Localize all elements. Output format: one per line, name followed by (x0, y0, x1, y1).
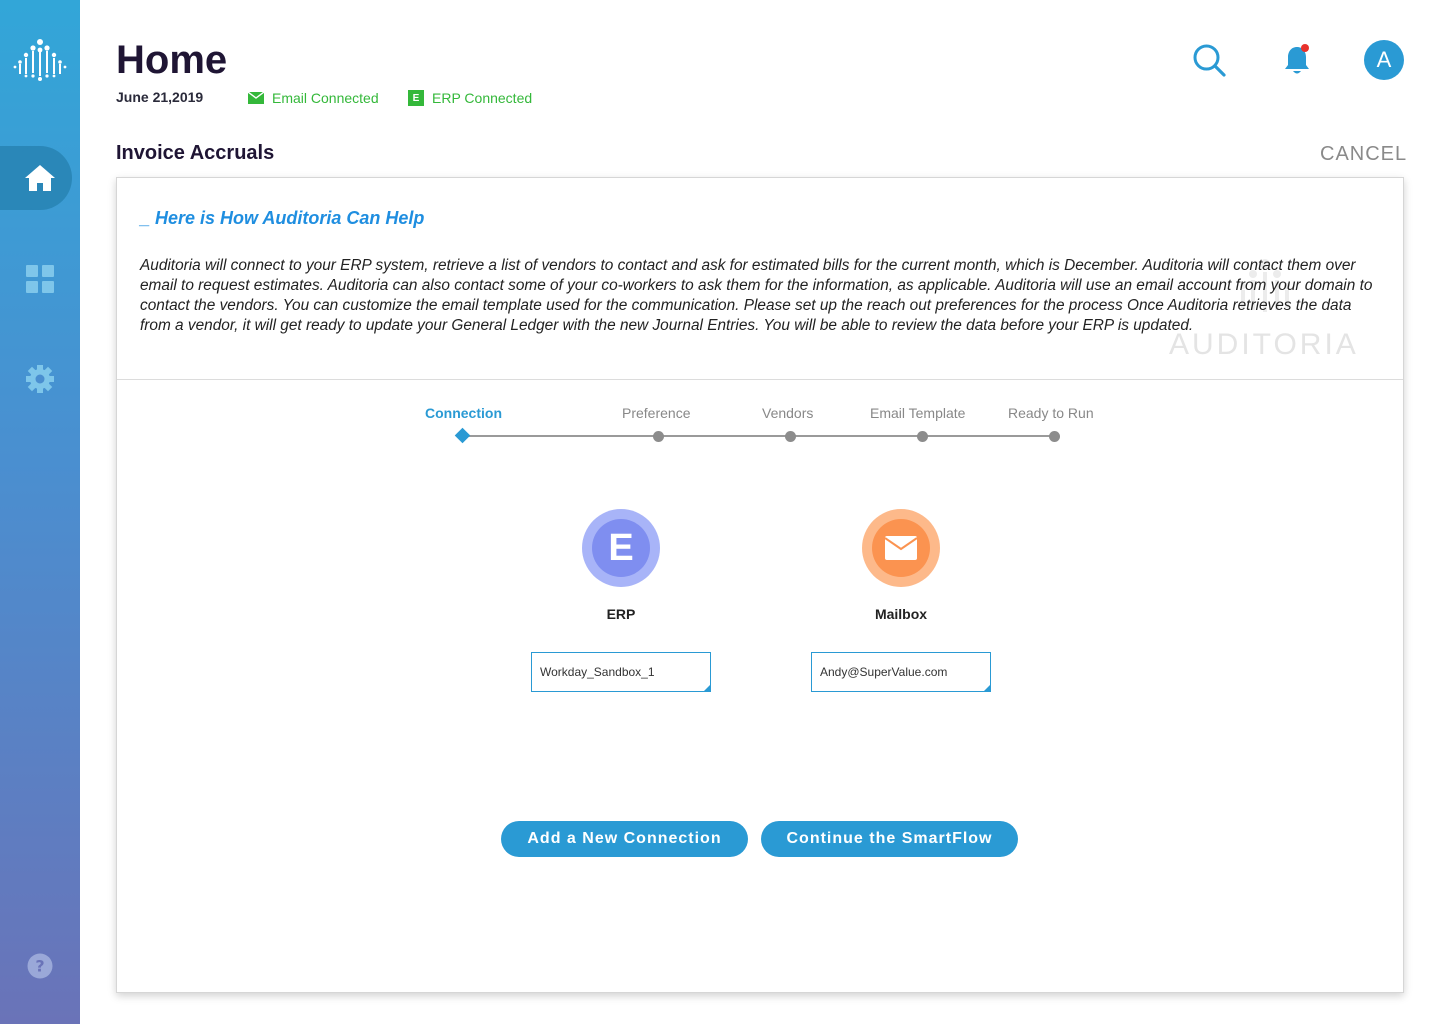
cancel-button[interactable]: CANCEL (1320, 143, 1408, 165)
mailbox-connection-field[interactable]: Andy@SuperValue.com (811, 652, 991, 692)
step-ready-to-run-marker[interactable] (1049, 431, 1060, 442)
svg-text:?: ? (35, 956, 45, 976)
help-title: _ Here is How Auditoria Can Help (140, 208, 425, 228)
continue-smartflow-button[interactable]: Continue the SmartFlow (761, 821, 1018, 857)
step-ready-to-run-label[interactable]: Ready to Run (1008, 405, 1094, 421)
user-avatar[interactable]: A (1364, 40, 1404, 80)
add-new-connection-button[interactable]: Add a New Connection (501, 821, 748, 857)
page-date: June 21,2019 (116, 89, 204, 105)
help-icon[interactable] (27, 953, 53, 979)
email-status-label: Email Connected (272, 90, 379, 106)
auditoria-logo-icon[interactable] (12, 38, 68, 82)
envelope-icon (884, 535, 918, 561)
erp-label: ERP (606, 606, 636, 622)
mailbox-label: Mailbox (874, 606, 928, 622)
search-icon[interactable] (1192, 43, 1226, 77)
notification-dot (1301, 44, 1309, 52)
step-preference-marker[interactable] (653, 431, 664, 442)
gear-icon[interactable] (25, 364, 55, 394)
sidebar-item-home[interactable] (8, 146, 72, 210)
section-title: Invoice Accruals (116, 142, 275, 164)
step-connection-marker[interactable] (455, 428, 471, 444)
step-preference-label[interactable]: Preference (622, 405, 691, 421)
erp-connection-icon[interactable] (582, 509, 660, 587)
erp-status-label: ERP Connected (432, 90, 533, 106)
apps-grid-icon[interactable] (26, 265, 54, 293)
notification-bell-icon[interactable] (1282, 43, 1314, 77)
help-description: Auditoria will connect to your ERP system, retrieve a list of vendors to contact and ask for estimated bills for the current month, which is December. Auditoria will contact them over email to request estimates. Auditoria can also contact some of your co-workers to ask them for the information, as applicable. Auditoria will use an email account from your domain to contact the vendors. You can customize the email template used for the communication. Please set up the reach out preferences for the process Once Auditoria retrieves the data from a vendor, it will get ready to update your General Ledger with the new Journal Entries. You will be able to review the data before your ERP is updated. (140, 257, 1373, 334)
sidebar (0, 0, 80, 1024)
step-email-template-label[interactable]: Email Template (870, 405, 966, 421)
erp-connection-field[interactable]: Workday_Sandbox_1 (531, 652, 711, 692)
erp-badge-icon: E (408, 90, 424, 106)
erp-letter-icon: E (592, 519, 650, 577)
mailbox-connection-icon[interactable] (862, 509, 940, 587)
smartflow-card (116, 177, 1404, 993)
home-icon (23, 163, 57, 193)
envelope-icon (248, 92, 264, 104)
page-title: Home (116, 38, 228, 82)
step-email-template-marker[interactable] (917, 431, 928, 442)
step-connection-label[interactable]: Connection (425, 405, 502, 421)
auditoria-watermark: AUDITORIA (1169, 328, 1359, 361)
email-status (248, 90, 379, 106)
card-divider (117, 379, 1403, 380)
step-vendors-marker[interactable] (785, 431, 796, 442)
step-vendors-label[interactable]: Vendors (762, 405, 814, 421)
stepper-track (463, 435, 1055, 437)
erp-status (408, 90, 532, 106)
